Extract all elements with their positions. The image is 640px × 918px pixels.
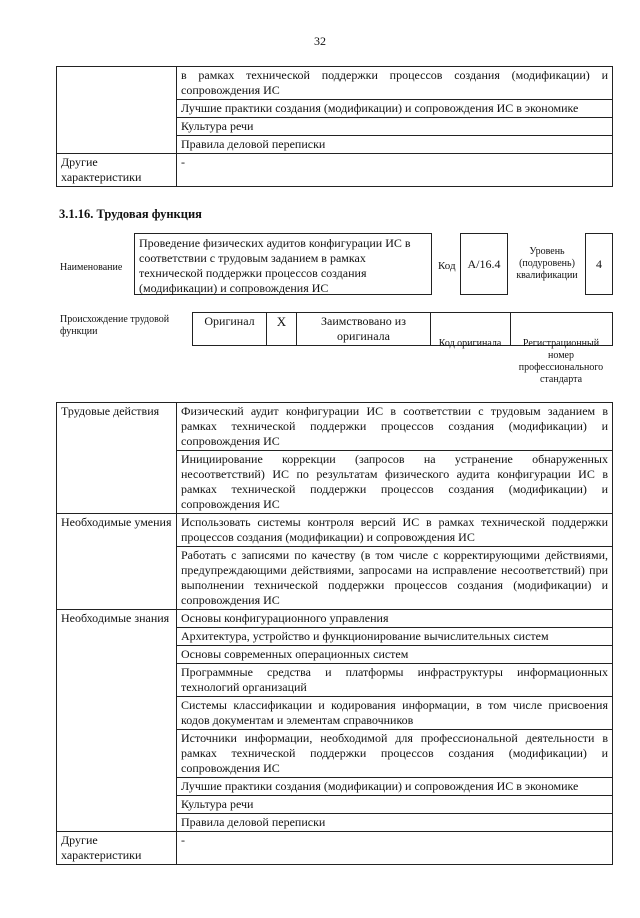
list-item: Основы конфигурационного управления — [177, 610, 613, 628]
list-item: - — [177, 154, 613, 187]
origin-code-caption: Код оригинала — [438, 338, 502, 349]
list-item: Культура речи — [177, 118, 613, 136]
original-mark: X — [267, 313, 297, 346]
list-item: Системы классификации и кодирования информации, в том числе присвоения кодов документам и элементам справочников — [177, 697, 613, 730]
list-item: Архитектура, устройство и функционирование вычислительных систем — [177, 628, 613, 646]
list-item: Культура речи — [177, 796, 613, 814]
list-item: Лучшие практики создания (модификации) и сопровождения ИС в экономике — [177, 778, 613, 796]
table-row — [57, 403, 613, 451]
row-label: Другие характеристики — [57, 154, 177, 187]
original-label: Оригинал — [193, 313, 267, 346]
list-item: Использовать системы контроля версий ИС в рамках технической поддержки процессов создания (модификации) и сопровождения ИС — [177, 514, 613, 547]
table-row — [57, 67, 613, 100]
row-label: Необходимые умения — [57, 514, 177, 610]
list-item: Программные средства и платформы инфраструктуры информационных технологий организаций — [177, 664, 613, 697]
function-name: Проведение физических аудитов конфигурации ИС в соответствии с трудовым заданием в рамках технической поддержки процессов создания (модификации) и сопровождения ИС — [134, 233, 432, 295]
list-item: Лучшие практики создания (модификации) и сопровождения ИС в экономике — [177, 100, 613, 118]
row-label: Необходимые знания — [57, 610, 177, 832]
row-label: Другие характеристики — [57, 832, 177, 865]
list-item: - — [177, 832, 613, 865]
table-row — [57, 514, 613, 547]
level-label: Уровень (подуровень) квалификации — [516, 246, 578, 281]
row-label — [57, 67, 177, 154]
table-row — [57, 610, 613, 628]
qualification-level: 4 — [585, 233, 613, 295]
list-item: Инициирование коррекции (запросов на устранение обнаруженных несоответствий) ИС по результатам физического аудита конфигурации ИС в рамках технической поддержки процессов создания (модификации) и сопровождения ИС — [177, 451, 613, 514]
code-label: Код — [438, 260, 456, 272]
reg-number-caption: Регистрационный номер профессионального стандарта — [518, 338, 604, 385]
section-title: 3.1.16. Трудовая функция — [59, 207, 202, 221]
name-label: Наименование — [60, 262, 123, 273]
list-item: Правила деловой переписки — [177, 136, 613, 154]
row-label: Трудовые действия — [57, 403, 177, 514]
continued-table — [56, 66, 613, 187]
list-item: Работать с записями по качеству (в том числе с корректирующими действиями, предупреждающими действиями, запросами на исправление несоответствий) при выполнении технической поддержки процессов создания (модификации) и сопровождения ИС — [177, 547, 613, 610]
list-item: Физический аудит конфигурации ИС в соответствии с трудовым заданием в рамках технической поддержки процессов создания (модификации) и сопровождения ИС — [177, 403, 613, 451]
origin-label: Происхождение трудовой функции — [60, 314, 170, 337]
page-number: 32 — [314, 34, 326, 48]
list-item: в рамках технической поддержки процессов создания (модификации) и сопровождения ИС — [177, 67, 613, 100]
borrowed-label: Заимствовано из оригинала — [297, 313, 431, 346]
function-code: А/16.4 — [460, 233, 508, 295]
labor-function-table — [56, 402, 613, 865]
list-item: Основы современных операционных систем — [177, 646, 613, 664]
table-row — [57, 154, 613, 187]
table-row — [57, 832, 613, 865]
list-item: Правила деловой переписки — [177, 814, 613, 832]
list-item: Источники информации, необходимой для профессиональной деятельности в рамках технической поддержки процессов создания (модификации) и сопровождения ИС — [177, 730, 613, 778]
